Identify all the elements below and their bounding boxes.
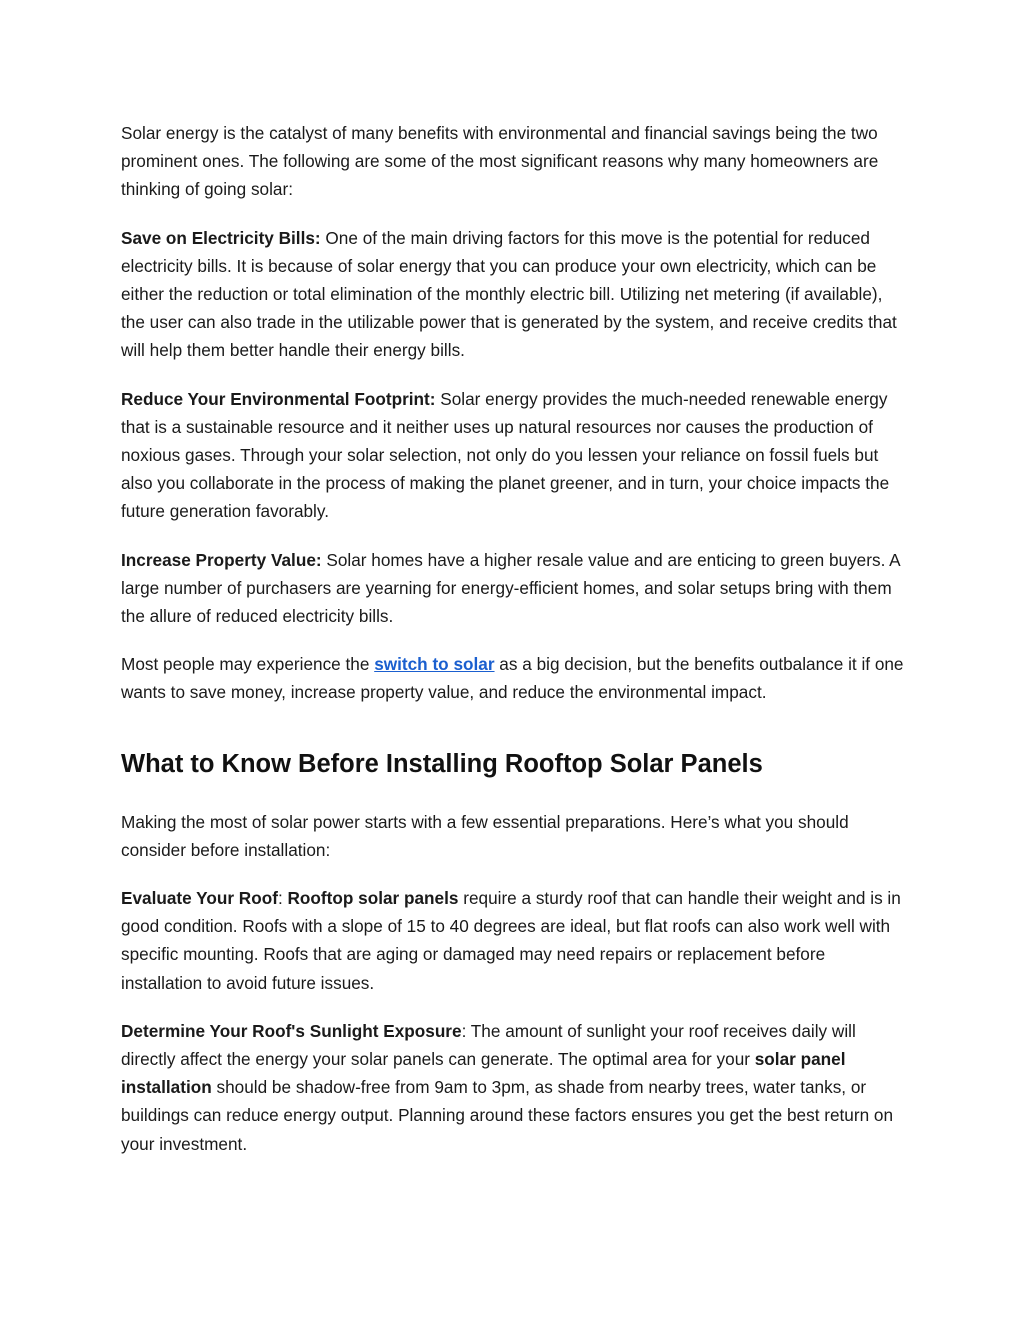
sunlight-keyword: solar panel installation	[121, 1049, 846, 1098]
reason-text-electricity: One of the main driving factors for this move is the potential for reduced electricity bills. It is because of solar energy that you can produce your own electricity, which can be either the reduction or total elimination of the monthly electric bill. Utilizing net metering (if available), the user can also trade in the utilizable power that is generated by the system, and receive credits that will help them better handle their energy bills.	[121, 227, 897, 361]
section-heading: What to Know Before Installing Rooftop Solar Panels	[121, 749, 763, 778]
conclusion-paragraph	[121, 650, 911, 706]
roof-keyword: Rooftop solar panels	[287, 888, 459, 909]
document-page	[121, 119, 911, 1158]
roof-text: require a sturdy roof that can handle their weight and is in good condition. Roofs with a slope of 15 to 40 degrees are ideal, but flat roofs can also work well with specific mounting. Roofs that are aging or damaged may need repairs or replacement before installation to avoid future issues.	[121, 888, 901, 993]
reason-paragraph-property	[121, 546, 911, 631]
roof-sep: :	[277, 888, 288, 909]
sunlight-label: Determine Your Roof's Sunlight Exposure	[121, 1020, 462, 1041]
sunlight-text-2: should be shadow-free from 9am to 3pm, as shade from nearby trees, water tanks, or buildings can reduce energy output. Planning around these factors ensures you get the best return on your investment.	[121, 1077, 894, 1154]
intro-paragraph: Solar energy is the catalyst of many benefits with environmental and financial savings being the two prominent ones. The following are some of the most significant reasons why many homeowners are thinking of going solar:	[121, 123, 879, 200]
reason-text-environment: Solar energy provides the much-needed renewable energy that is a sustainable resource and it neither uses up natural resources nor causes the production of noxious gases. Through your solar selection, not only do you lessen your reliance on fossil fuels but also you collaborate in the process of making the planet greener, and in turn, your choice impacts the future generation favorably.	[121, 388, 890, 522]
reason-label-electricity: Save on Electricity Bills:	[121, 227, 321, 248]
roof-label: Evaluate Your Roof	[121, 888, 278, 909]
reason-text-property: Solar homes have a higher resale value and are enticing to green buyers. A large number of purchasers are yearning for energy-efficient homes, and solar setups bring with them the allure of reduced electricity bills.	[121, 549, 900, 627]
reason-paragraph-electricity	[121, 224, 911, 365]
section-intro-paragraph: Making the most of solar power starts with a few essential preparations. Here’s what you should consider before installation:	[121, 811, 849, 860]
conclusion-before: Most people may experience the	[121, 654, 375, 675]
reason-label-property: Increase Property Value:	[121, 549, 322, 570]
reason-label-environment: Reduce Your Environmental Footprint:	[121, 388, 436, 409]
conclusion-after: as a big decision, but the benefits outbalance it if one wants to save money, increase property value, and reduce the environmental impact.	[121, 654, 904, 703]
sunlight-text-1: : The amount of sunlight your roof receives daily will directly affect the energy your solar panels can generate. The optimal area for your	[121, 1020, 856, 1070]
reason-paragraph-environment	[121, 385, 911, 526]
sunlight-paragraph	[121, 1017, 911, 1158]
roof-paragraph	[121, 884, 911, 997]
switch-to-solar-link[interactable]: switch to solar	[374, 654, 495, 675]
